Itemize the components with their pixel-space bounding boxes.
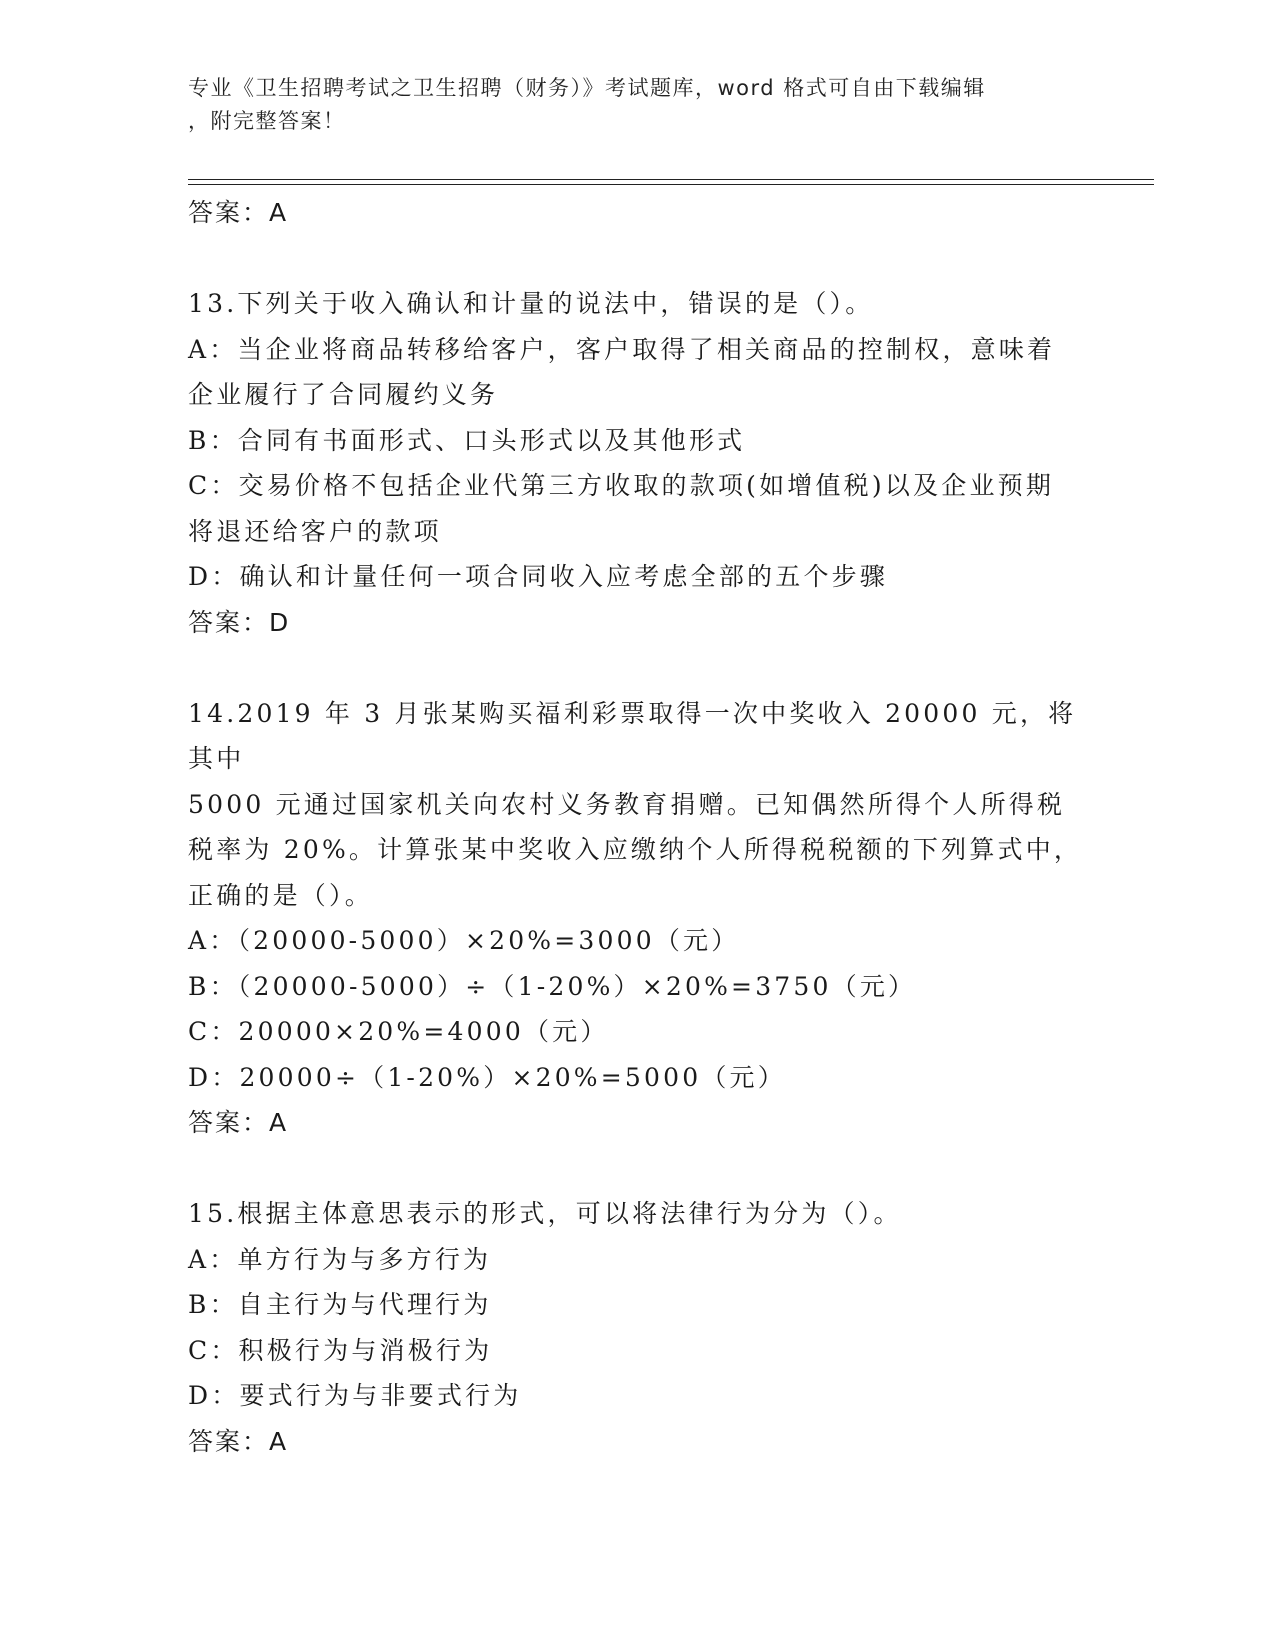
- previous-answer: 答案：A: [188, 198, 289, 227]
- option-b: B：（20000-5000）÷（1-20%）×20%=3750（元）: [188, 971, 917, 1001]
- spacer: [188, 1146, 1088, 1192]
- question-13: [188, 281, 1088, 645]
- question-stem: 14.2019 年 3 月张某购买福利彩票取得一次中奖收入 20000 元，将其中: [188, 698, 1077, 773]
- option-d: D：要式行为与非要式行为: [188, 1381, 522, 1410]
- answer: 答案：D: [188, 607, 291, 637]
- option-b: B：自主行为与代理行为: [188, 1290, 492, 1319]
- option-a: A：单方行为与多方行为: [188, 1244, 492, 1274]
- option-a: A：当企业将商品转移给客户，客户取得了相关商品的控制权，意味着: [188, 334, 1056, 364]
- option-c: C：交易价格不包括企业代第三方收取的款项(如增值税)以及企业预期: [188, 471, 1055, 500]
- header-line-1: 专业《卫生招聘考试之卫生招聘（财务）》考试题库，word 格式可自由下载编辑: [188, 76, 986, 100]
- header-divider-bottom: [188, 184, 1154, 185]
- document-header: [188, 72, 1068, 138]
- header-line-2: ，附完整答案！: [188, 109, 346, 133]
- question-14: [188, 691, 1088, 1146]
- option-c: C：20000×20%=4000（元）: [188, 1017, 609, 1046]
- header-divider-top: [188, 179, 1154, 180]
- question-stem-continued: 正确的是（）。: [188, 880, 373, 910]
- spacer: [188, 645, 1088, 691]
- question-stem: 15.根据主体意思表示的形式，可以将法律行为分为（）。: [188, 1199, 902, 1228]
- question-15: [188, 1191, 1088, 1464]
- question-stem: 13.下列关于收入确认和计量的说法中，错误的是（）。: [188, 289, 874, 318]
- answer: 答案：A: [188, 1426, 289, 1456]
- option-b: B：合同有书面形式、口头形式以及其他形式: [188, 425, 746, 455]
- answer: 答案：A: [188, 1108, 289, 1137]
- option-d: D：20000÷（1-20%）×20%=5000（元）: [188, 1062, 786, 1092]
- option-d: D：确认和计量任何一项合同收入应考虑全部的五个步骤: [188, 562, 889, 591]
- option-c: C：积极行为与消极行为: [188, 1335, 493, 1365]
- option-a: A：（20000-5000）×20%=3000（元）: [188, 926, 740, 955]
- question-content: [188, 190, 1088, 1464]
- option-a-continued: 企业履行了合同履约义务: [188, 380, 499, 409]
- question-stem-continued: 税率为 20%。计算张某中奖收入应缴纳个人所得税税额的下列算式中，: [188, 835, 1083, 864]
- question-stem-continued: 5000 元通过国家机关向农村义务教育捐赠。已知偶然所得个人所得税: [188, 789, 1066, 819]
- spacer: [188, 236, 1088, 282]
- option-c-continued: 将退还给客户的款项: [188, 516, 442, 546]
